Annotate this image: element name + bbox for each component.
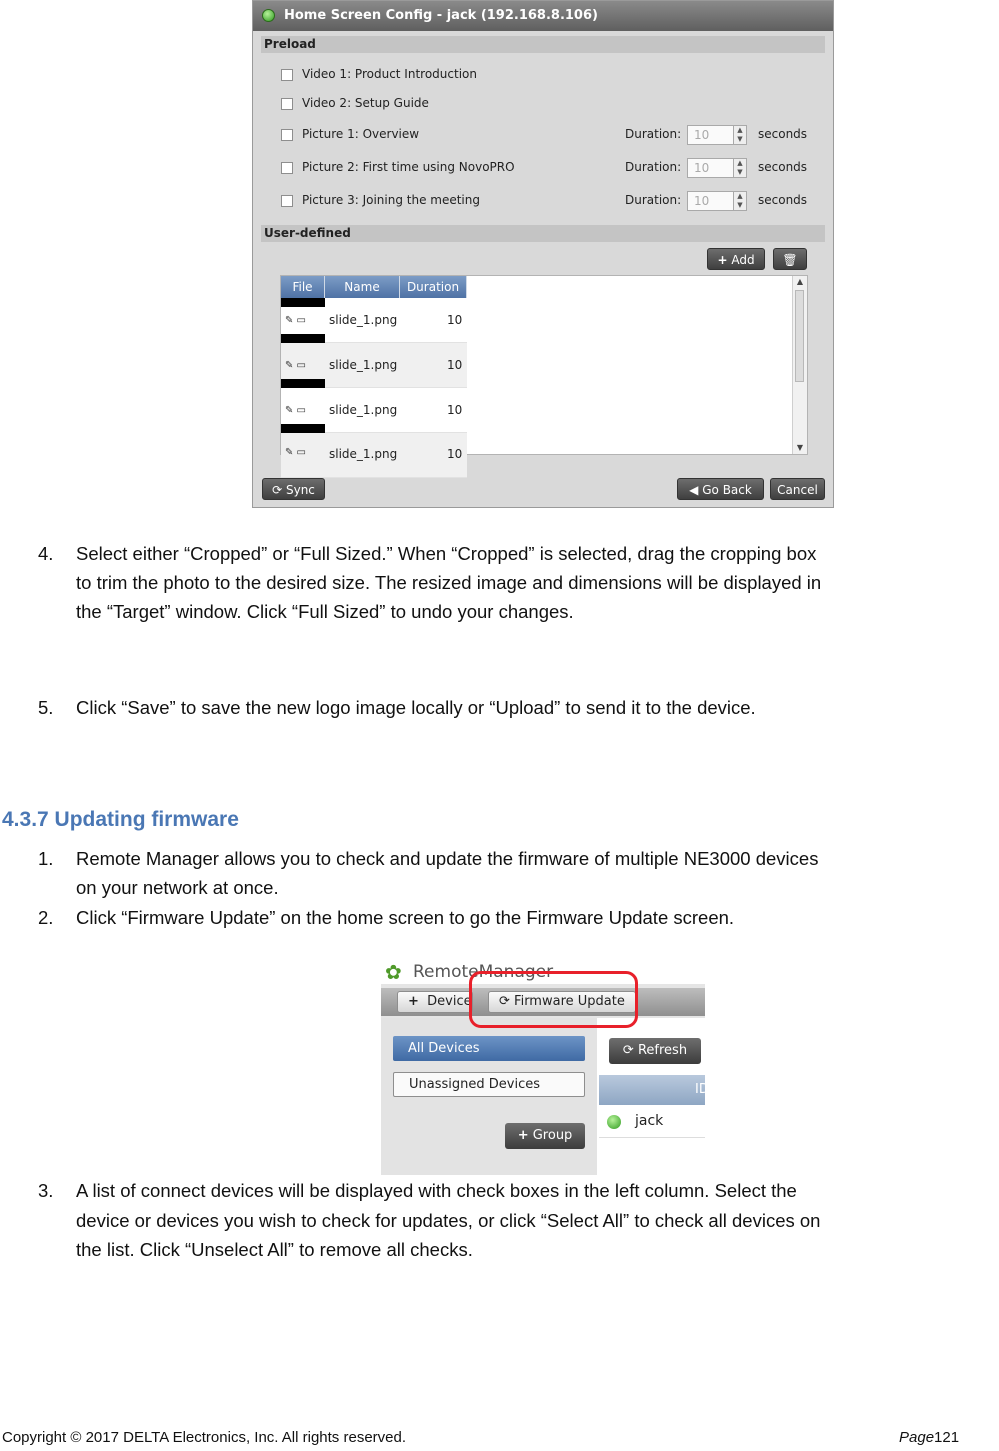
sync-button[interactable]	[262, 478, 325, 500]
duration-label: Duration:	[625, 127, 682, 141]
dialog-titlebar	[253, 1, 833, 31]
add-group-button[interactable]	[505, 1123, 585, 1149]
page-word: Page	[899, 1429, 935, 1446]
duration-unit: seconds	[758, 160, 808, 174]
app-title: RemoteManager	[413, 962, 554, 982]
add-button[interactable]	[707, 248, 765, 270]
step-number: 3.	[38, 1180, 54, 1201]
duration-label: Duration:	[625, 160, 682, 174]
plus-icon: +	[717, 253, 728, 267]
duration-stepper[interactable]	[687, 191, 747, 211]
stepper-arrows-icon[interactable]: ▲ ▼	[733, 159, 746, 177]
file-name: slide_1.png	[329, 313, 398, 327]
plus-icon: +	[408, 994, 419, 1009]
duration-unit: seconds	[758, 127, 808, 141]
device-name: jack	[635, 1113, 664, 1129]
preload-section-header: Preload	[261, 36, 825, 53]
thumbnail-strip	[281, 334, 325, 343]
section-heading: 4.3.7 Updating firmware	[2, 808, 239, 831]
table-row[interactable]	[281, 298, 467, 343]
step-1-line-2: on your network at once.	[76, 877, 279, 898]
add-device-button[interactable]	[397, 991, 473, 1013]
preload-item-picture3[interactable]	[281, 191, 811, 211]
checkbox[interactable]	[281, 69, 293, 81]
step-3-line-1: A list of connect devices will be displayed with check boxes in the left column. Select the	[76, 1180, 797, 1201]
thumbnail-strip	[281, 424, 325, 433]
file-name: slide_1.png	[329, 447, 398, 461]
preload-item-picture1[interactable]	[281, 125, 811, 145]
grid-header-duration[interactable]: Duration	[400, 276, 467, 298]
thumbnail-strip	[281, 298, 325, 307]
checkbox[interactable]	[281, 195, 293, 207]
copyright-footer: Copyright © 2017 DELTA Electronics, Inc. All rights reserved.	[2, 1429, 407, 1446]
step-2-line-1: Click “Firmware Update” on the home screen to go the Firmware Update screen.	[76, 907, 735, 928]
table-row[interactable]	[599, 1107, 705, 1138]
go-back-button-label: Go Back	[702, 483, 752, 497]
preload-item-label: Picture 2: First time using NovoPRO	[302, 160, 515, 174]
duration-value: 10	[694, 194, 710, 208]
delete-button[interactable]	[773, 248, 807, 270]
table-row[interactable]	[281, 388, 467, 433]
step-4-line-1: Select either “Cropped” or “Full Sized.” When “Cropped” is selected, drag the cropping box	[76, 543, 817, 564]
remote-manager-screenshot	[381, 934, 709, 1175]
page-num: 121	[934, 1429, 960, 1446]
step-3-line-2: device or devices you wish to check for updates, or click “Select All” to check all devices on	[76, 1210, 821, 1231]
table-header	[599, 1075, 709, 1105]
preload-item-label: Video 2: Setup Guide	[302, 96, 429, 110]
step-1-line-1: Remote Manager allows you to check and update the firmware of multiple NE3000 devices	[76, 848, 819, 869]
file-preview-icon: ✎ ▭	[285, 315, 307, 326]
checkbox[interactable]	[281, 162, 293, 174]
preload-item-label: Picture 1: Overview	[302, 127, 420, 141]
duration-stepper[interactable]	[687, 125, 747, 145]
step-3-line-3: the list. Click “Unselect All” to remove all checks.	[76, 1239, 473, 1260]
table-row[interactable]	[281, 343, 467, 388]
groups-pane	[381, 1018, 597, 1175]
firmware-update-label: Firmware Update	[514, 994, 625, 1009]
add-button-label: Add	[731, 253, 755, 267]
duration-value: 10	[694, 128, 710, 142]
file-preview-icon: ✎ ▭	[285, 360, 307, 371]
duration-unit: seconds	[758, 193, 808, 207]
sync-button-label: Sync	[285, 483, 315, 497]
refresh-icon: ⟳	[622, 1043, 634, 1058]
userdefined-section-header: User-defined	[261, 225, 825, 242]
thumbnail-strip	[281, 379, 325, 388]
preload-item-video2[interactable]	[281, 94, 811, 114]
refresh-cycle-icon: ⟳	[499, 994, 510, 1009]
scrollbar-thumb[interactable]	[795, 290, 804, 382]
preload-item-picture2[interactable]	[281, 158, 811, 178]
file-preview-icon: ✎ ▭	[285, 447, 307, 458]
go-back-button[interactable]	[677, 478, 764, 500]
file-duration: 10	[447, 358, 463, 372]
preload-item-label: Picture 3: Joining the meeting	[302, 193, 480, 207]
checkbox[interactable]	[281, 98, 293, 110]
cancel-button[interactable]: Cancel	[770, 478, 825, 500]
step-4-line-2: to trim the photo to the desired size. The resized image and dimensions will be displayed in	[76, 572, 822, 593]
file-name: slide_1.png	[329, 358, 398, 372]
scroll-down-icon[interactable]: ▼	[796, 443, 804, 452]
devices-pane	[597, 1018, 709, 1175]
group-button-label: Group	[532, 1128, 573, 1143]
dialog-title: Home Screen Config - jack (192.168.8.106)	[284, 8, 598, 23]
page-number	[899, 1429, 959, 1446]
duration-value: 10	[694, 161, 710, 175]
step-4-line-3: the “Target” window. Click “Full Sized” to undo your changes.	[76, 601, 574, 622]
column-id[interactable]: ID	[695, 1082, 709, 1097]
duration-stepper[interactable]	[687, 158, 747, 178]
step-number: 4.	[38, 543, 54, 564]
refresh-button-label: Refresh	[637, 1043, 688, 1058]
preload-item-label: Video 1: Product Introduction	[302, 67, 477, 81]
gear-logo-icon: ✿	[385, 960, 402, 984]
step-number: 1.	[38, 848, 54, 869]
step-number: 5.	[38, 697, 54, 718]
file-name: slide_1.png	[329, 403, 398, 417]
step-number: 2.	[38, 907, 54, 928]
trash-icon: 🗑	[782, 253, 798, 267]
file-duration: 10	[447, 403, 463, 417]
stepper-arrows-icon[interactable]: ▲ ▼	[733, 126, 746, 144]
online-status-icon	[607, 1115, 621, 1129]
preload-item-video1[interactable]	[281, 65, 811, 85]
highlight-circle	[469, 971, 638, 1028]
plus-icon: +	[517, 1128, 529, 1143]
step-5-line-1: Click “Save” to save the new logo image locally or “Upload” to send it to the device.	[76, 697, 756, 718]
user-defined-grid	[280, 275, 808, 461]
grid-header-name[interactable]: Name	[325, 276, 400, 298]
file-duration: 10	[447, 313, 463, 327]
all-devices-item[interactable]: All Devices	[393, 1036, 585, 1061]
file-duration: 10	[447, 447, 463, 461]
sync-icon: ⟳	[272, 483, 283, 497]
file-preview-icon: ✎ ▭	[285, 405, 307, 416]
unassigned-devices-item[interactable]: Unassigned Devices	[393, 1072, 585, 1097]
grid-header-file[interactable]: File	[281, 276, 325, 298]
checkbox[interactable]	[281, 129, 293, 141]
stepper-arrows-icon[interactable]: ▲ ▼	[733, 192, 746, 210]
vertical-scrollbar[interactable]	[792, 276, 807, 454]
refresh-button[interactable]	[609, 1038, 701, 1064]
scroll-up-icon[interactable]: ▲	[796, 277, 804, 286]
status-dot-icon	[262, 9, 275, 22]
duration-label: Duration:	[625, 193, 682, 207]
table-row[interactable]	[281, 433, 467, 478]
home-screen-config-dialog	[252, 0, 834, 508]
back-arrow-icon: ◀	[689, 483, 699, 497]
device-button-label: Device	[427, 994, 472, 1009]
